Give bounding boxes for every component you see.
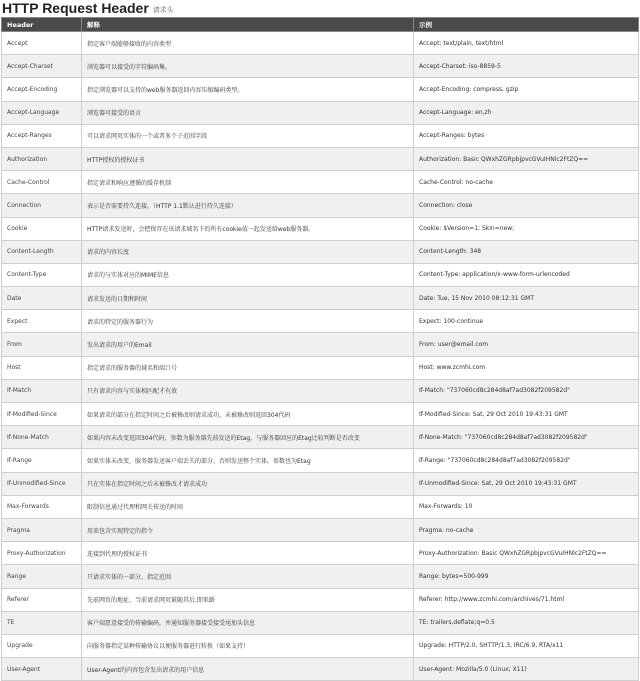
header-name-cell: Proxy-Authorization — [2, 542, 82, 565]
example-cell: Content-Type: application/x-www-form-urlencoded — [414, 263, 639, 286]
table-row — [2, 426, 639, 449]
header-name-cell: Range — [2, 565, 82, 588]
header-name-cell: Accept-Charset — [2, 55, 82, 78]
table-row — [2, 588, 639, 611]
header-name-cell: Content-Type — [2, 263, 82, 286]
table-row — [2, 495, 639, 518]
example-cell: If-Range: "737060cd8c284d8af7ad3082f209582d" — [414, 449, 639, 472]
table-row — [2, 310, 639, 333]
explanation-cell: 限制信息通过代理和网关传送的时间 — [82, 495, 414, 518]
header-name-cell: User-Agent — [2, 658, 82, 681]
table-row — [2, 403, 639, 426]
explanation-cell: 连接到代理的授权证书 — [82, 542, 414, 565]
explanation-cell: 请求的特定的服务器行为 — [82, 310, 414, 333]
explanation-cell: 请求的内容长度 — [82, 240, 414, 263]
example-cell: Upgrade: HTTP/2.0, SHTTP/1.3, IRC/6.9, RTA/x11 — [414, 634, 639, 657]
column-header-header: Header — [2, 18, 82, 32]
header-name-cell: From — [2, 333, 82, 356]
header-name-cell: Cookie — [2, 217, 82, 240]
example-cell: TE: trailers,deflate;q=0.5 — [414, 611, 639, 634]
header-name-cell: Accept — [2, 32, 82, 55]
table-body — [2, 32, 639, 681]
example-cell: If-None-Match: "737060cd8c284d8af7ad3082f209582d" — [414, 426, 639, 449]
explanation-cell: 先前网页的地址，当前请求网页紧随其后,即来路 — [82, 588, 414, 611]
table-row — [2, 472, 639, 495]
column-header-explanation: 解释 — [82, 18, 414, 32]
table-row — [2, 287, 639, 310]
header-name-cell: TE — [2, 611, 82, 634]
header-name-cell: Accept-Encoding — [2, 78, 82, 101]
example-cell: If-Modified-Since: Sat, 29 Oct 2010 19:43:31 GMT — [414, 403, 639, 426]
explanation-cell: 用来包含实现特定的指令 — [82, 518, 414, 541]
explanation-cell: 只在实体在指定时间之后未被修改才请求成功 — [82, 472, 414, 495]
explanation-cell: 向服务器指定某种传输协议以便服务器进行转换（如果支持） — [82, 634, 414, 657]
explanation-cell: 请求的与实体对应的MIME信息 — [82, 263, 414, 286]
example-cell: Content-Length: 348 — [414, 240, 639, 263]
table-row — [2, 78, 639, 101]
example-cell: Date: Tue, 15 Nov 2010 08:12:31 GMT — [414, 287, 639, 310]
table-row — [2, 565, 639, 588]
header-name-cell: If-Unmodified-Since — [2, 472, 82, 495]
header-name-cell: If-None-Match — [2, 426, 82, 449]
example-cell: Referer: http://www.zcmhi.com/archives/71.html — [414, 588, 639, 611]
table-row — [2, 55, 639, 78]
explanation-cell: 如果请求的部分在指定时间之后被修改则请求成功，未被修改则返回304代码 — [82, 403, 414, 426]
header-table — [1, 17, 639, 681]
explanation-cell: 只有请求内容与实体相匹配才有效 — [82, 379, 414, 402]
table-row — [2, 356, 639, 379]
example-cell: Proxy-Authorization: Basic QWxhZGRpbjpvcGVuIHNlc2FtZQ== — [414, 542, 639, 565]
header-name-cell: Authorization — [2, 147, 82, 170]
example-cell: Cookie: $Version=1; Skin=new; — [414, 217, 639, 240]
header-name-cell: Accept-Ranges — [2, 124, 82, 147]
table-row — [2, 217, 639, 240]
table-row — [2, 379, 639, 402]
explanation-cell: 指定请求和响应遵循的缓存机制 — [82, 171, 414, 194]
page-title: HTTP Request Header — [2, 0, 149, 16]
explanation-cell: 指定请求的服务器的域名和端口号 — [82, 356, 414, 379]
example-cell: Connection: close — [414, 194, 639, 217]
table-head — [2, 18, 639, 32]
example-cell: Accept-Encoding: compress, gzip — [414, 78, 639, 101]
example-cell: User-Agent: Mozilla/5.0 (Linux; X11) — [414, 658, 639, 681]
header-name-cell: Referer — [2, 588, 82, 611]
explanation-cell: 客户端愿意接受的传输编码，并通知服务器接受接受尾加头信息 — [82, 611, 414, 634]
header-name-cell: Content-Length — [2, 240, 82, 263]
column-header-example: 示例 — [414, 18, 639, 32]
example-cell: From: user@email.com — [414, 333, 639, 356]
explanation-cell: 请求发送的日期和时间 — [82, 287, 414, 310]
title-row — [0, 0, 640, 16]
example-cell: Authorization: Basic QWxhZGRpbjpvcGVuIHNlc2FtZQ== — [414, 147, 639, 170]
table-row — [2, 101, 639, 124]
table-row — [2, 542, 639, 565]
header-name-cell: Accept-Language — [2, 101, 82, 124]
explanation-cell: 如果内容未改变返回304代码，参数为服务器先前发送的Etag，与服务器回应的Etag比较判断是否改变 — [82, 426, 414, 449]
table-row — [2, 194, 639, 217]
table-row — [2, 263, 639, 286]
table-row — [2, 611, 639, 634]
header-name-cell: If-Match — [2, 379, 82, 402]
example-cell: Accept: text/plain, text/html — [414, 32, 639, 55]
example-cell: Cache-Control: no-cache — [414, 171, 639, 194]
page-subtitle: 请求头 — [152, 6, 174, 14]
table-row — [2, 32, 639, 55]
table-row — [2, 171, 639, 194]
header-name-cell: Connection — [2, 194, 82, 217]
explanation-cell: HTTP授权的授权证书 — [82, 147, 414, 170]
table-row — [2, 333, 639, 356]
example-cell: Range: bytes=500-999 — [414, 565, 639, 588]
explanation-cell: 发出请求的用户的Email — [82, 333, 414, 356]
table-header-row — [2, 18, 639, 32]
explanation-cell: 可以请求网页实体的一个或者多个子范围字段 — [82, 124, 414, 147]
table-row — [2, 147, 639, 170]
example-cell: Pragma: no-cache — [414, 518, 639, 541]
example-cell: If-Unmodified-Since: Sat, 29 Oct 2010 19:43:31 GMT — [414, 472, 639, 495]
example-cell: Max-Forwards: 10 — [414, 495, 639, 518]
explanation-cell: 表示是否需要持久连接。（HTTP 1.1默认进行持久连接） — [82, 194, 414, 217]
example-cell: Accept-Language: en,zh — [414, 101, 639, 124]
explanation-cell: 浏览器可接受的语言 — [82, 101, 414, 124]
example-cell: Expect: 100-continue — [414, 310, 639, 333]
example-cell: Host: www.zcmhi.com — [414, 356, 639, 379]
header-name-cell: Expect — [2, 310, 82, 333]
table-row — [2, 658, 639, 681]
explanation-cell: 指定客户端能够接收的内容类型 — [82, 32, 414, 55]
explanation-cell: User-Agent的内容包含发出请求的用户信息 — [82, 658, 414, 681]
table-row — [2, 240, 639, 263]
table-row — [2, 518, 639, 541]
table-row — [2, 449, 639, 472]
header-name-cell: Upgrade — [2, 634, 82, 657]
example-cell: Accept-Charset: iso-8859-5 — [414, 55, 639, 78]
header-name-cell: Cache-Control — [2, 171, 82, 194]
header-name-cell: Max-Forwards — [2, 495, 82, 518]
example-cell: Accept-Ranges: bytes — [414, 124, 639, 147]
header-name-cell: Pragma — [2, 518, 82, 541]
example-cell: If-Match: "737060cd8c284d8af7ad3082f209582d" — [414, 379, 639, 402]
header-name-cell: If-Modified-Since — [2, 403, 82, 426]
header-name-cell: Date — [2, 287, 82, 310]
header-name-cell: If-Range — [2, 449, 82, 472]
header-name-cell: Host — [2, 356, 82, 379]
explanation-cell: 只请求实体的一部分，指定范围 — [82, 565, 414, 588]
explanation-cell: HTTP请求发送时，会把保存在该请求域名下的所有cookie值一起发送给web服务器。 — [82, 217, 414, 240]
explanation-cell: 指定浏览器可以支持的web服务器返回内容压缩编码类型。 — [82, 78, 414, 101]
explanation-cell: 浏览器可以接受的字符编码集。 — [82, 55, 414, 78]
table-row — [2, 634, 639, 657]
explanation-cell: 如果实体未改变，服务器发送客户端丢失的部分，否则发送整个实体。参数也为Etag — [82, 449, 414, 472]
table-row — [2, 124, 639, 147]
